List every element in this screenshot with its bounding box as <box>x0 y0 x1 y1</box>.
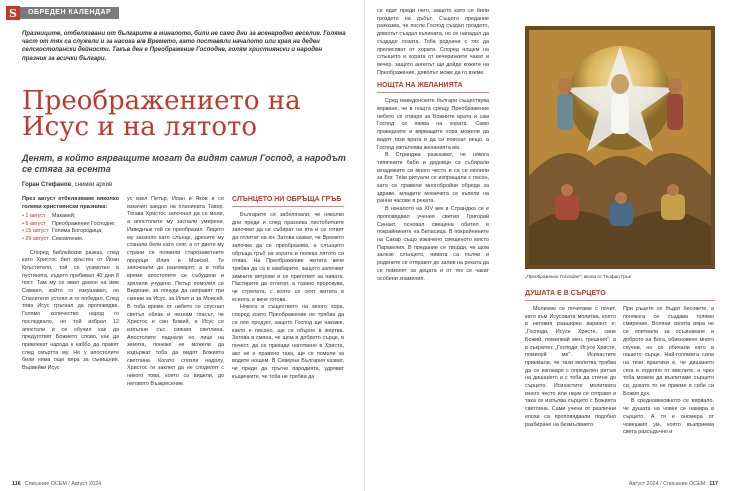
feast-date: • 1 август <box>22 213 46 220</box>
footer-right <box>629 481 722 487</box>
article-column-2 <box>127 196 224 474</box>
article-column-3 <box>232 196 344 474</box>
footer-left <box>8 481 101 487</box>
list-item <box>22 213 119 221</box>
byline-photos: , снимки архив <box>71 182 113 188</box>
footer-magazine: Списание ОСЕМ / Август 2024 <box>24 481 102 487</box>
body-paragraph: В средновековното се вярвало, че душата на човек се намира в сърцето. А тя е ономера от човешкия ум, която възприема света разсъдъчно и <box>623 398 714 436</box>
article-column-1 <box>22 196 119 474</box>
body-paragraph: В началото на XIV век в Странджа се е проповядвал учения светия Григорий Синаит, основал свещена обител в покрайнините на Беласица. В покрайнините на Сакар също изкачено свещеното място Паракелия. В предание се твърди, че щом залезе слънцето, нивата са пълни и родените се отправят до залив на реката да се помолят за децата и от тях се чакат особени знамения. <box>377 206 489 282</box>
body-paragraph: Според библейския разказ, след като Христос бил кръстен от Йоан Кръстителя, той се усамотил в пустинята, където пребивал 40 дни 8 пост. Там му се явил демон на име Самаел, който го изкушавал, но Спасителя устоял и го победил. След това Исус тръгнал да проповядва. Голямо количество народ го последвало, но той избрал 12 апостоли и се обучил как да предуготвят Божието слово, как да привлекат народа к каббо да правят след смъртта му. Но у апостолите били няма още вяра за сънищния. Вървейки Исус <box>22 249 119 372</box>
transfiguration-icon <box>525 26 715 269</box>
page-number: 117 <box>709 481 718 487</box>
byline <box>22 182 112 188</box>
feast-name: Преображение Господне; <box>52 220 116 227</box>
body-paragraph: Молихме се почитаме с почит, като към Исусовата молитва, която в неговия разширен вариант е: „Господи, Исусе Христе, сине Божий, помилвай мен, грешния", а в съкратен: „Господи, Исусе Христе, помилуй ме". Исихастите приемали, че тази молитва трябва да се изговаря с определен ритъм на дишането и с тоба да стигне до сърцето. Исихастите молитвата много често или наум се отправя и така се изпълва сърцето с Божията светлина. Сами учени от различни епохи са проповядвали подобно разбиране на безмълвието. <box>525 306 616 428</box>
split-column-right <box>623 306 714 478</box>
body-paragraph: се ядат преди него, защото като се били гроздето на дъбът. Същото предание разказва, че после Господ създал гроздето, дяволът създал къпината, но се нападал да създаде лозата. Тоба роднини с тях да прелисяват от хората. Според нощем на слънцето и хората от вечеринките чакат и вечер, защото ангелът ще дойде кожите на Преображение, дяволът може да го вземе. <box>377 8 489 76</box>
magazine-logo-icon: S <box>6 6 20 20</box>
subheading-soul: ДУШАТА Е В СЪРЦЕТО <box>525 290 715 301</box>
body-paragraph: При ръцете се бъдат бесовете, а понякога се създава голямо смирение. Воляни своята вяра не се опитвали за осъзнаване и доброто на Бога, обикновено много скучни, но се обичали като в нашето сърце. Най-голямата сила на тези практики е, че дишането сега е отделно от мислите, а чрез тоба можем да възпитаме сърцето си, докато то не приеме в себе си Божия дух. <box>623 306 714 397</box>
right-page <box>365 0 730 491</box>
section-tag <box>6 6 119 20</box>
feast-name: Голяма Богородица; <box>52 228 103 235</box>
list-item <box>22 221 119 229</box>
lead-paragraph: Празниците, отбелязвани от българите в миналото, били не само дни за всенародно веселие. Голяма част от тях са служели и за насока в/в Времето, като поставяли началото или края на деден селскостопански дейности. Такъв ден е Преображение Господне, голям християнски и народен празник за всички българи. <box>22 30 346 62</box>
body-paragraph: ус взел Петър, Йоан и Яков и се изкачил заедно на планината Тавор. Тогава Христос започнал да се моли, а апостолите му заспали умирени. Изведнъж той се преобразил. Лицето му засияло като слънце, дрехите му станали бели като сняг, а от двете му страни се появили старозаветните пророци Илия и Моисей. Те започнали да разговарят, а в тоба време апостолите се събудили и зрялили учудено. Петър помолил се Видение, за понуди да направят три скинии за Исус, за Илия и за Моисей. В тоба време от небето се спуснал светъл облак и незнам гласът, че Христос е син Божий, а Исус се изпълни със сияния светлина. Апостолите паднали но лице на земята, понеже не можели да издържат тоба да видят Божията светлина. Когато слязли надолу, Христос ги заклел да не споделят с никого това, което са видели, до неговото Възкресение. <box>127 196 224 387</box>
body-paragraph: Някога в съществото на много хора, според които Преображение не трябва да се пее продукт, защото Господ ще накаже, както е писано, ще се обърне в жертва. Затова в смяна, че щом в доброто сърце, в почест, да се прекади наготвено в Христа, ако не е правено така, ще се помоли за водите нощем. В Северна България казват, че преди да тръгне пародията, удряват къщичките, че тоба не трябва да <box>232 304 344 380</box>
list-item <box>22 228 119 236</box>
byline-author: Горан Стефанов <box>22 182 72 188</box>
caption-credit: , икона от Теофан Грък <box>581 274 631 279</box>
feast-date: • 6 август <box>22 220 46 227</box>
article-subtitle: Денят, в който вярващите могат да видят самия Господ, а народът се стяга за есента <box>22 153 346 174</box>
feast-name: Сековление. <box>52 235 84 242</box>
feast-date: • 29 август <box>22 235 49 242</box>
subheading-sun: СЛЪНЦЕТО НИ ОБРЪЩА ГРЪБ <box>232 196 344 207</box>
feast-date: • 15 август <box>22 228 49 235</box>
article-title: Преображението на Исус и на лятото <box>22 86 301 142</box>
transfiguration-icon-painting <box>525 26 715 276</box>
body-paragraph: Сред македонските българи съществува вярване, че в нощта срещу Преображение небето се отваря за Божиите врата и сам Господ се явява на хората. Само праведните и вярващите хора можели да видят тази врата и да си поискат нещо, а Господ изпълнява желанията им. <box>377 98 489 151</box>
split-column-left <box>525 306 616 478</box>
footer-magazine: Август 2024 / Списание ОСЕМ <box>628 481 706 487</box>
subheading-night: НОЩТА НА ЖЕЛАНИЯТА <box>377 82 489 93</box>
feast-name: Макавей; <box>52 213 76 220</box>
caption-title: „Преображение Господне" <box>525 274 582 279</box>
feast-dates-list <box>22 213 119 243</box>
split-columns <box>525 306 715 478</box>
body-paragraph: В Странджа разказват, че някога типичните баби и дядовци са събирали младежите си много често и са се молили за Бог. Тези ритуали се изпращали с песен, като се правели многобройни обреди за здраве, младите момичета се къпели на ранни часове в реката. <box>377 152 489 205</box>
article-column-4 <box>377 8 489 478</box>
page-number: 116 <box>12 481 21 487</box>
section-label: ОБРЕДЕН КАЛЕНДАР <box>20 7 119 19</box>
article-column-5 <box>525 290 715 478</box>
list-item <box>22 236 119 244</box>
image-caption <box>525 274 715 280</box>
body-paragraph: Българите се забелязали, че няколко дни преди и след празника листобитките започват да се събират на ята и се готвят да отлитат на юг. Затова казват, че Времето започва да се преобразява, а слънцето обръща гръб на хората и полека лятото си отива. На Преображение житата вече трябва да са в хамбарите, защото започват зимните ветрове и се приготвят за нивата. Пастирите да отлитат, а тазано пророкува, че стрелата, с която се сеят житата в есента, е вече готова. <box>232 212 344 303</box>
intro-text: През август отбелязваме няколко големи християнски празника: <box>22 196 119 210</box>
